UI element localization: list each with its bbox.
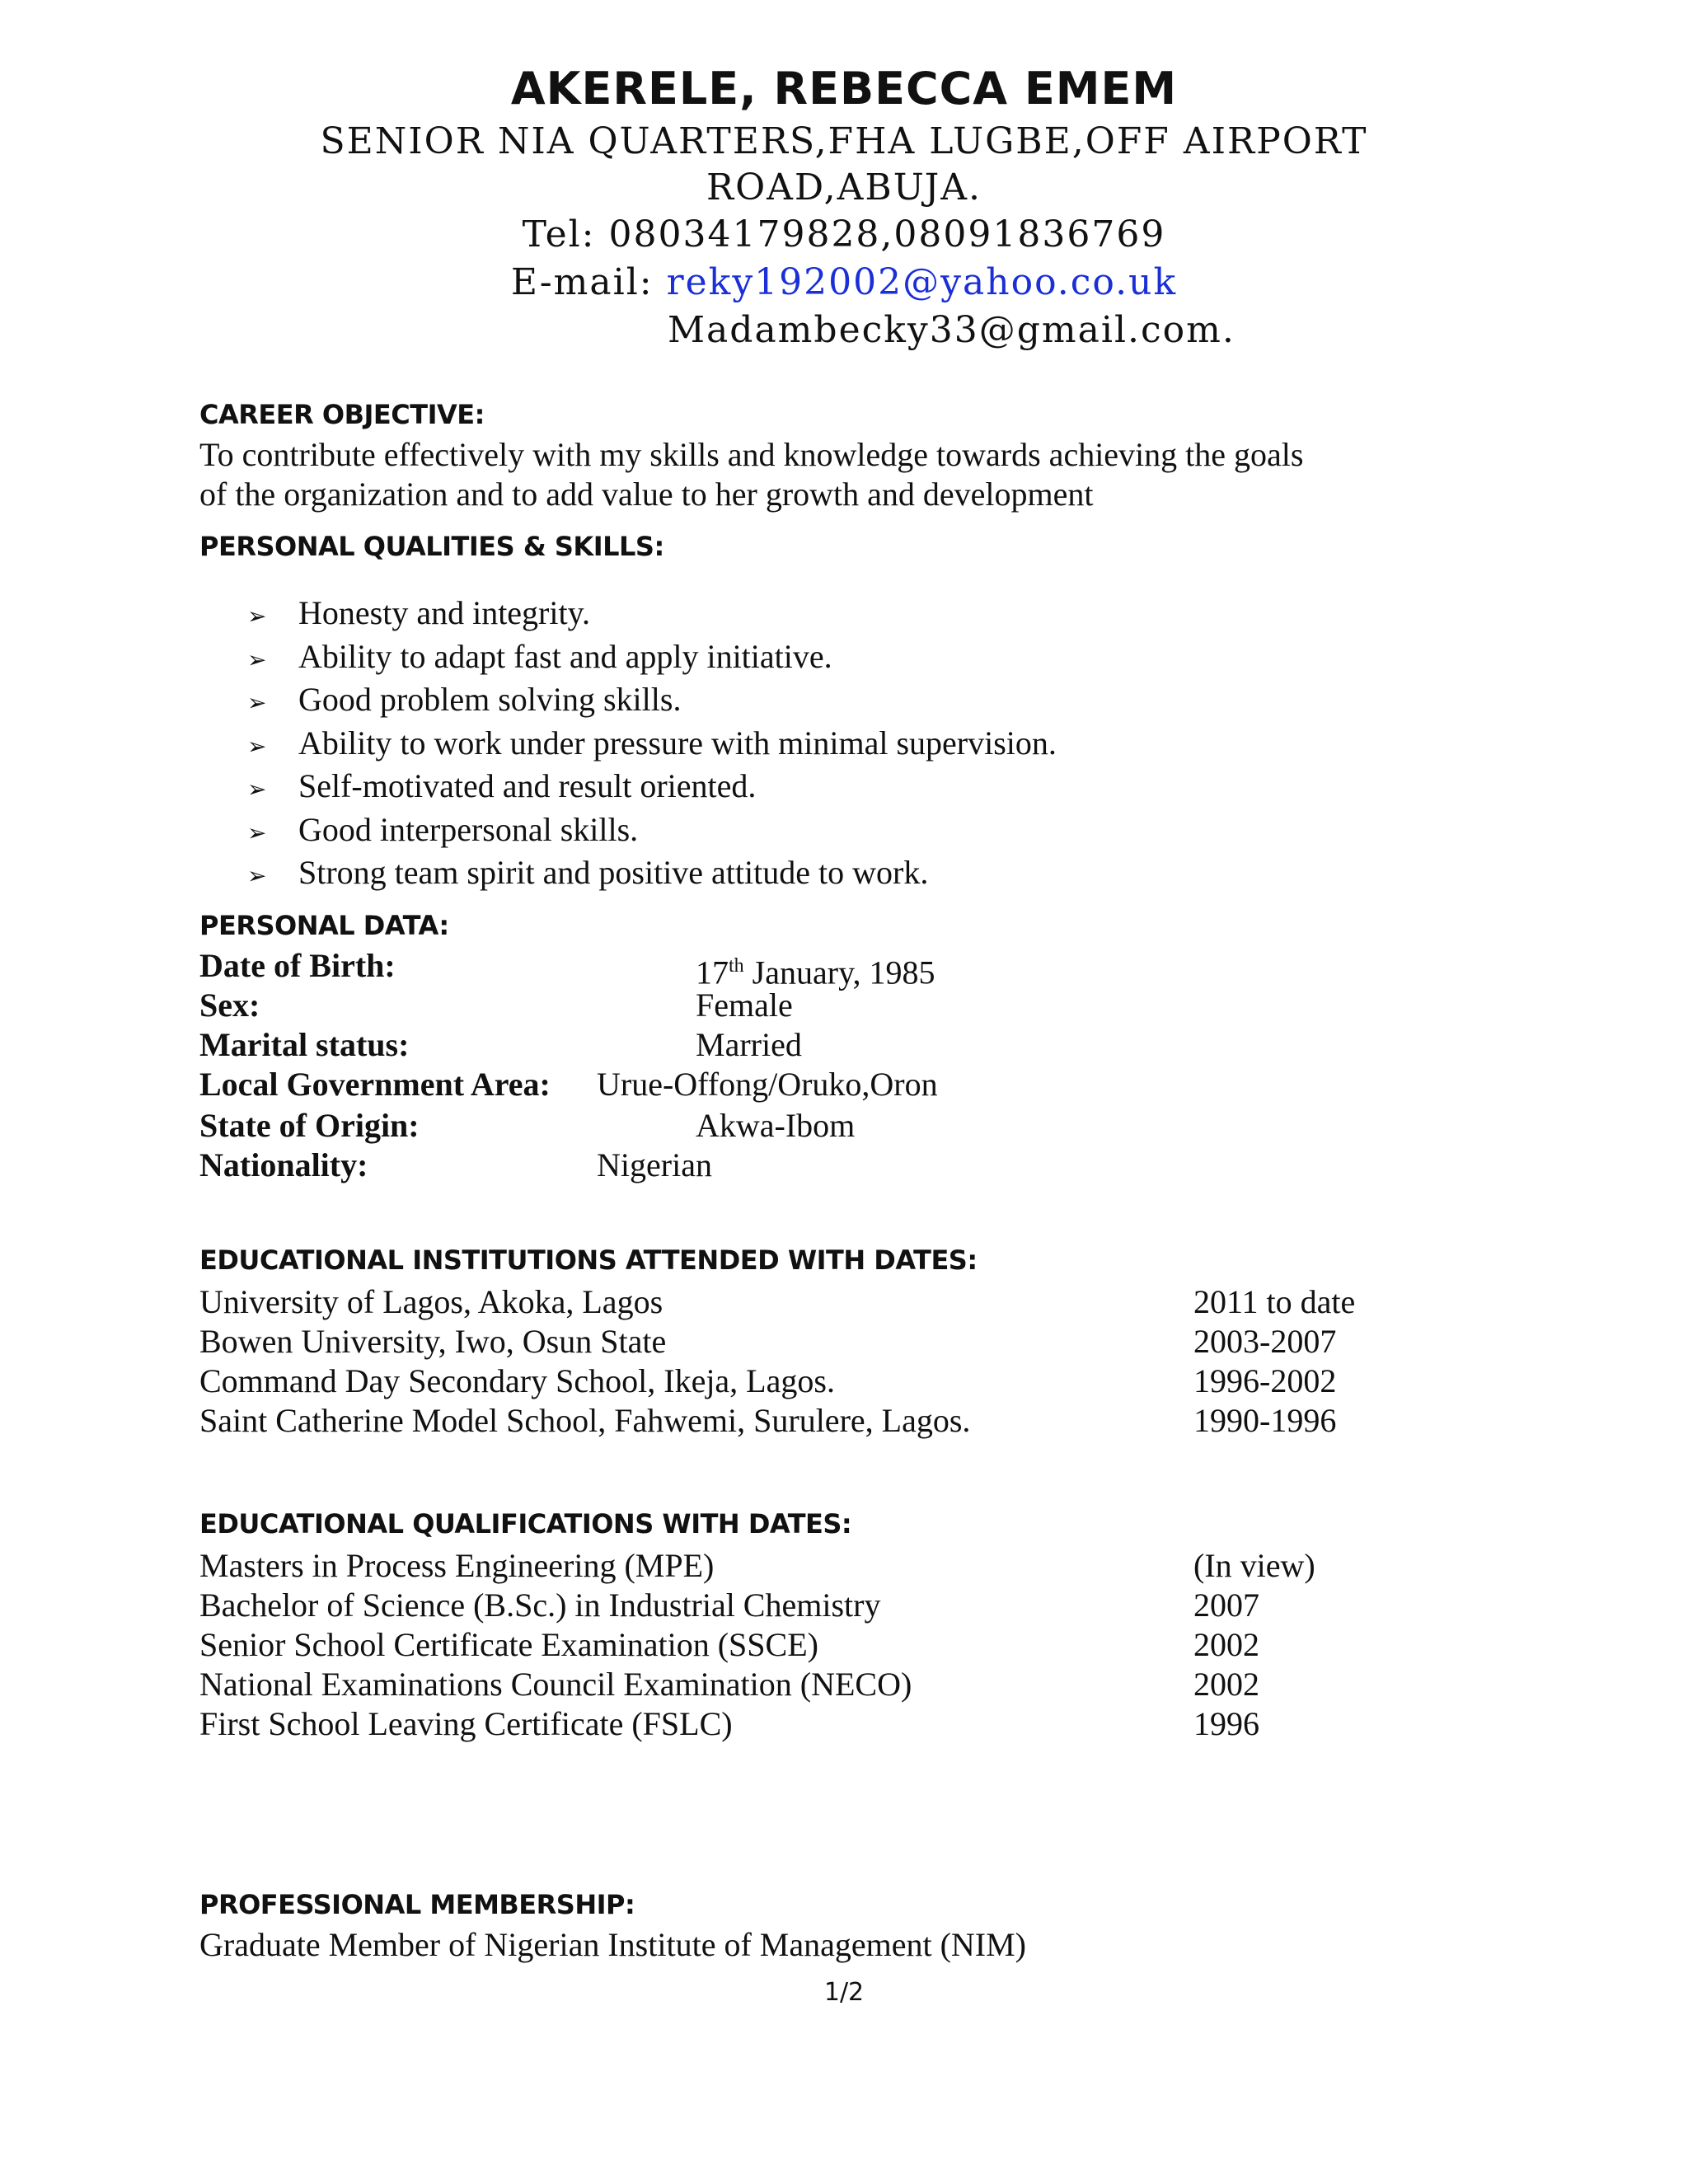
- lga-label: Local Government Area:: [199, 1066, 551, 1103]
- state-row: [199, 1106, 856, 1146]
- qualification-name: Senior School Certificate Examination (SSCE): [199, 1626, 818, 1663]
- arrow-bullet-icon: ➢: [247, 645, 267, 673]
- address-line-1: SENIOR NIA QUARTERS,FHA LUGBE,OFF AIRPORT: [320, 120, 1368, 162]
- sex-value: Female: [696, 987, 793, 1024]
- membership-text: Graduate Member of Nigerian Institute of Management (NIM): [199, 1926, 1026, 1963]
- career-objective-heading: CAREER OBJECTIVE:: [199, 399, 485, 430]
- career-objective-line-2: of the organization and to add value to her growth and development: [199, 476, 1094, 513]
- qualification-name: Masters in Process Engineering (MPE): [199, 1547, 715, 1584]
- list-item: ➢ Self-motivated and result oriented.: [247, 766, 1057, 810]
- arrow-bullet-icon: ➢: [247, 732, 267, 760]
- arrow-bullet-icon: ➢: [247, 689, 267, 716]
- lga-value: Urue-Offong/Oruko,Oron: [597, 1066, 938, 1103]
- sex-row: [199, 986, 793, 1025]
- marital-label: Marital status:: [199, 1026, 410, 1063]
- qualification-year: 2002: [1193, 1626, 1259, 1663]
- arrow-bullet-icon: ➢: [247, 602, 267, 630]
- institution-dates: 1996-2002: [1193, 1362, 1337, 1399]
- institution-name: University of Lagos, Akoka, Lagos: [199, 1283, 663, 1320]
- email-line: [0, 259, 1688, 307]
- list-item: ➢ Good problem solving skills.: [247, 680, 1057, 724]
- qualities-list: [247, 593, 1057, 897]
- qualification-year: 1996: [1193, 1705, 1259, 1742]
- list-item: ➢ Honesty and integrity.: [247, 593, 1057, 637]
- list-item: ➢ Ability to adapt fast and apply initiative.: [247, 637, 1057, 681]
- career-objective-line-1: To contribute effectively with my skills and knowledge towards achieving the goals: [199, 436, 1304, 473]
- institution-dates: 1990-1996: [1193, 1402, 1337, 1439]
- arrow-bullet-icon: ➢: [247, 818, 267, 846]
- dob-row: [199, 946, 935, 991]
- personal-data-heading: PERSONAL DATA:: [199, 910, 449, 941]
- qualification-name: First School Leaving Certificate (FSLC): [199, 1705, 733, 1742]
- nationality-label: Nationality:: [199, 1146, 368, 1183]
- qualification-name: Bachelor of Science (B.Sc.) in Industrial Chemistry: [199, 1586, 881, 1624]
- dob-value: 17th January, 1985: [696, 954, 935, 991]
- address-line-2: ROAD,ABUJA.: [706, 166, 982, 209]
- state-label: State of Origin:: [199, 1107, 420, 1144]
- arrow-bullet-icon: ➢: [247, 862, 267, 889]
- qualification-year: 2002: [1193, 1666, 1259, 1703]
- list-item: ➢ Good interpersonal skills.: [247, 810, 1057, 854]
- arrow-bullet-icon: ➢: [247, 776, 267, 803]
- nationality-row: [199, 1146, 712, 1185]
- page-number: 1/2: [823, 1978, 865, 2007]
- sex-label: Sex:: [199, 987, 260, 1024]
- dob-label: Date of Birth:: [199, 947, 396, 984]
- institution-name: Saint Catherine Model School, Fahwemi, Surulere, Lagos.: [199, 1402, 971, 1439]
- list-item: ➢ Strong team spirit and positive attitude to work.: [247, 853, 1057, 897]
- email-secondary: Madambecky33@gmail.com.: [668, 309, 1236, 351]
- membership-heading: PROFESSIONAL MEMBERSHIP:: [199, 1889, 635, 1920]
- institution-dates: 2003-2007: [1193, 1323, 1337, 1360]
- institution-name: Bowen University, Iwo, Osun State: [199, 1323, 667, 1360]
- qualification-year: (In view): [1193, 1547, 1315, 1584]
- qualifications-heading: EDUCATIONAL QUALIFICATIONS WITH DATES:: [199, 1508, 852, 1540]
- institutions-heading: EDUCATIONAL INSTITUTIONS ATTENDED WITH DATES:: [199, 1244, 978, 1276]
- email-primary-link[interactable]: reky192002@yahoo.co.uk: [666, 261, 1178, 303]
- email-label: E-mail:: [510, 261, 654, 303]
- applicant-name: AKERELE, REBECCA EMEM: [510, 63, 1178, 115]
- institution-dates: 2011 to date: [1193, 1283, 1356, 1320]
- institution-name: Command Day Secondary School, Ikeja, Lagos.: [199, 1362, 835, 1399]
- qualification-name: National Examinations Council Examination (NECO): [199, 1666, 912, 1703]
- list-item: ➢ Ability to work under pressure with minimal supervision.: [247, 724, 1057, 767]
- telephone: Tel: 08034179828,08091836769: [522, 213, 1166, 255]
- qualification-year: 2007: [1193, 1586, 1259, 1624]
- cv-header: [0, 59, 1688, 307]
- qualities-heading: PERSONAL QUALITIES & SKILLS:: [199, 531, 664, 562]
- state-value: Akwa-Ibom: [696, 1107, 856, 1144]
- lga-row: [199, 1065, 938, 1104]
- marital-row: [199, 1025, 802, 1065]
- nationality-value: Nigerian: [597, 1146, 712, 1183]
- marital-value: Married: [696, 1026, 802, 1063]
